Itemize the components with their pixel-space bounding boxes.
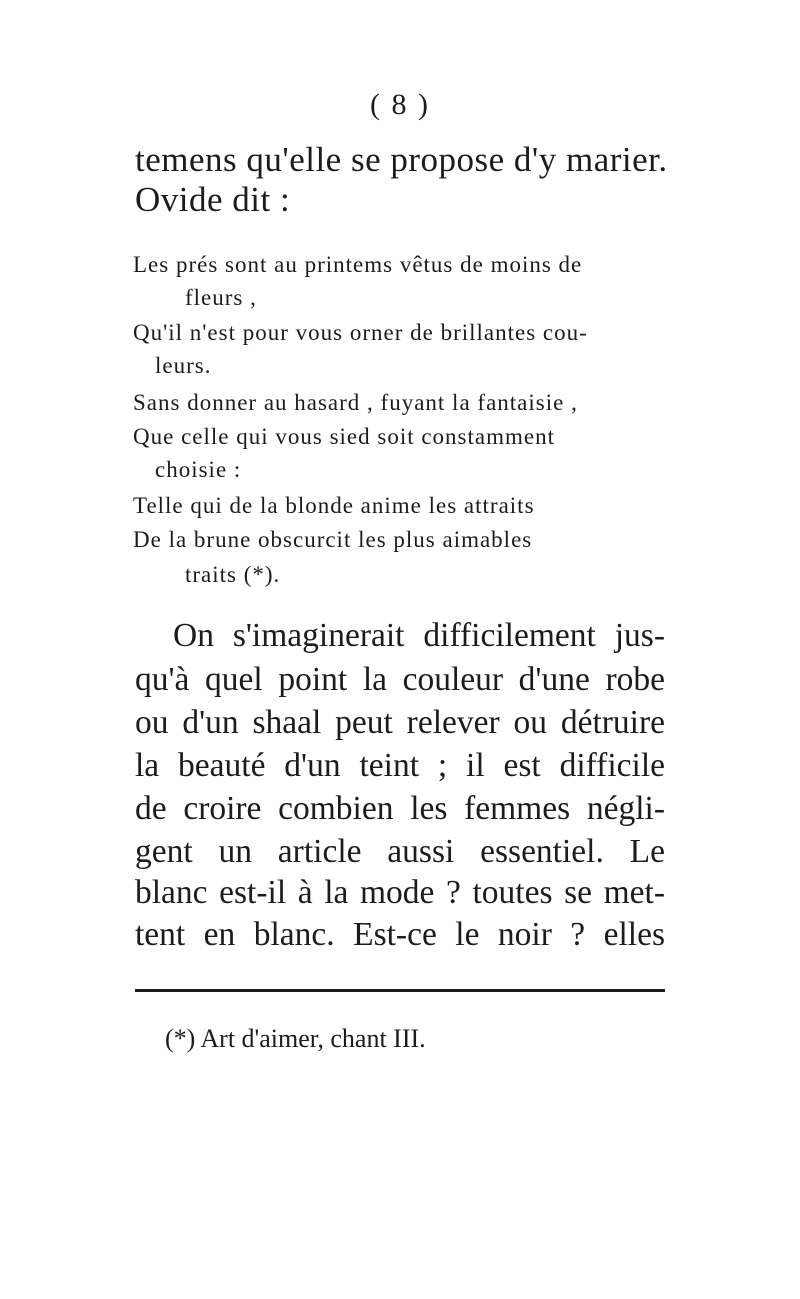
text-line: temens qu'elle se propose d'y marier. xyxy=(135,140,668,179)
page-number: ( 8 ) xyxy=(370,88,430,121)
verse-line: leurs. xyxy=(155,353,212,378)
paragraph-line: tent en blanc. Est-ce le noir ? elles xyxy=(135,916,665,953)
verse-line: Telle qui de la blonde anime les attraits xyxy=(133,493,535,518)
paragraph-line: ou d'un shaal peut relever ou détruire xyxy=(135,704,665,741)
paragraph-line: On s'imaginerait difficilement jus- xyxy=(173,617,665,654)
paragraph-line: blanc est-il à la mode ? toutes se met- xyxy=(135,874,665,911)
verse-line: Que celle qui vous sied soit constamment xyxy=(133,424,555,449)
paragraph-line: de croire combien les femmes négli- xyxy=(135,790,665,827)
text-line: Ovide dit : xyxy=(135,180,291,219)
verse-line: choisie : xyxy=(155,457,242,482)
verse-line: traits (*). xyxy=(185,562,281,587)
verse-line: Qu'il n'est pour vous orner de brillantes cou- xyxy=(133,320,588,345)
verse-line: fleurs , xyxy=(185,285,257,310)
paragraph-line: la beauté d'un teint ; il est difficile xyxy=(135,747,665,784)
verse-line: Sans donner au hasard , fuyant la fantaisie , xyxy=(133,390,578,415)
verse-line: De la brune obscurcit les plus aimables xyxy=(133,527,533,552)
footnote-rule xyxy=(135,989,665,992)
verse-line: Les prés sont au printems vêtus de moins de xyxy=(133,252,583,277)
footnote: (*) Art d'aimer, chant III. xyxy=(165,1024,426,1053)
paragraph-line: qu'à quel point la couleur d'une robe xyxy=(135,661,665,698)
paragraph-line: gent un article aussi essentiel. Le xyxy=(135,833,665,870)
